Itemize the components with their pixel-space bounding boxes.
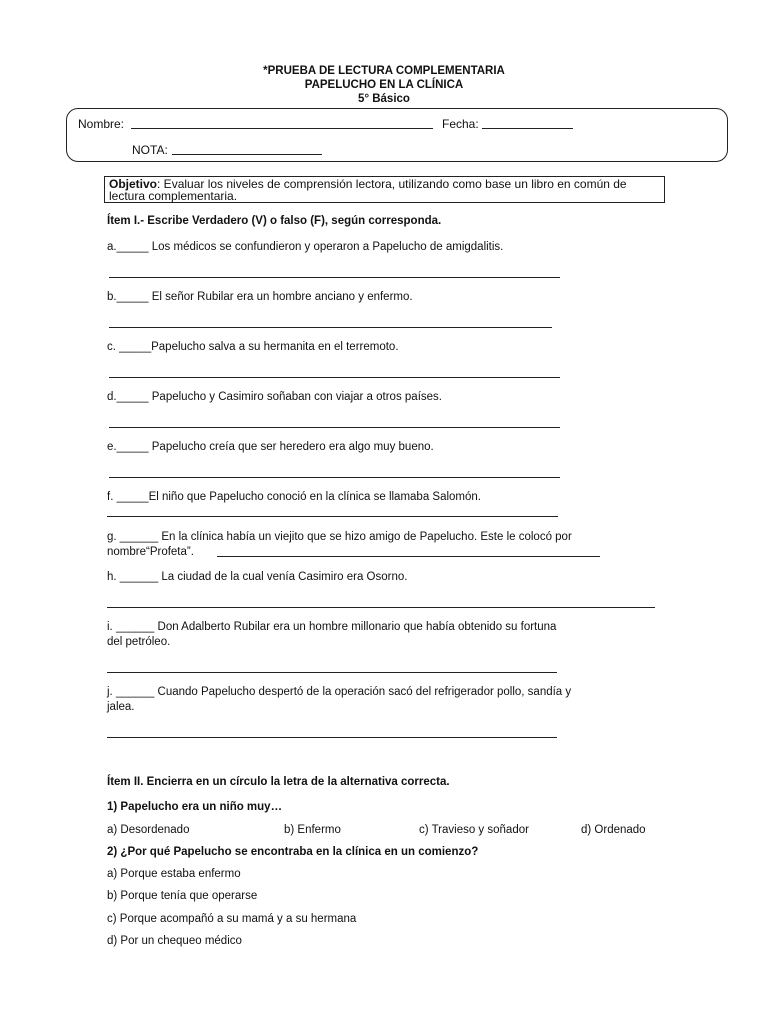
question-g: g. ______ En la clínica había un viejito que se hizo amigo de Papelucho. Este le colocó por xyxy=(107,531,572,543)
question-b: b._____ El señor Rubilar era un hombre anciano y enfermo. xyxy=(107,291,413,303)
question-e: e._____ Papelucho creía que ser heredero era algo muy bueno. xyxy=(107,441,434,453)
question-i-cont: del petróleo. xyxy=(107,636,171,648)
name-field[interactable] xyxy=(131,128,433,129)
question-c: c. _____Papelucho salva a su hermanita en el terremoto. xyxy=(107,341,399,353)
answer-line-c[interactable] xyxy=(109,377,560,378)
answer-line-h[interactable] xyxy=(107,607,655,608)
question-g-cont: nombre“Profeta”. xyxy=(107,546,194,558)
grade-field[interactable] xyxy=(172,154,322,155)
answer-line-i[interactable] xyxy=(107,672,557,673)
date-label: Fecha: xyxy=(442,117,479,131)
question-d: d._____ Papelucho y Casimiro soñaban con viajar a otros países. xyxy=(107,391,442,403)
objective-label: Objetivo xyxy=(109,177,158,191)
mc1-option-c[interactable]: c) Travieso y soñador xyxy=(419,824,529,836)
question-j-cont: jalea. xyxy=(107,701,135,713)
objective-box xyxy=(104,176,665,203)
objective-text: : Evaluar los niveles de comprensión lectora, utilizando como base un libro en común de lectura complementaria. xyxy=(109,177,627,203)
mc-question-2: 2) ¿Por qué Papelucho se encontraba en la clínica en un comienzo? xyxy=(107,846,479,858)
mc1-option-b[interactable]: b) Enfermo xyxy=(284,824,341,836)
mc1-option-d[interactable]: d) Ordenado xyxy=(581,824,646,836)
grade-level: 5° Básico xyxy=(358,93,410,105)
answer-line-d[interactable] xyxy=(109,427,560,428)
answer-line-f[interactable] xyxy=(107,516,558,517)
test-title: *PRUEBA DE LECTURA COMPLEMENTARIA xyxy=(263,65,505,77)
question-h: h. ______ La ciudad de la cual venía Casimiro era Osorno. xyxy=(107,571,408,583)
answer-line-b[interactable] xyxy=(109,327,552,328)
name-label: Nombre: xyxy=(78,117,125,131)
question-a: a._____ Los médicos se confundieron y operaron a Papelucho de amigdalitis. xyxy=(107,241,504,253)
question-j: j. ______ Cuando Papelucho despertó de la operación sacó del refrigerador pollo, sandía y xyxy=(107,686,572,698)
book-title: PAPELUCHO EN LA CLÍNICA xyxy=(304,79,464,91)
mc2-option-c[interactable]: c) Porque acompañó a su mamá y a su hermana xyxy=(107,913,357,925)
answer-line-a[interactable] xyxy=(109,277,560,278)
answer-line-e[interactable] xyxy=(109,477,560,478)
mc1-option-a[interactable]: a) Desordenado xyxy=(107,824,190,836)
mc2-option-b[interactable]: b) Porque tenía que operarse xyxy=(107,890,258,902)
item1-title: Ítem I.- Escribe Verdadero (V) o falso (F), según corresponda. xyxy=(107,215,442,227)
mc2-option-a[interactable]: a) Porque estaba enfermo xyxy=(107,868,241,880)
mc-question-1: 1) Papelucho era un niño muy… xyxy=(107,801,283,813)
item2-title: Ítem II. Encierra en un círculo la letra de la alternativa correcta. xyxy=(107,776,450,788)
mc2-option-d[interactable]: d) Por un chequeo médico xyxy=(107,935,242,947)
answer-line-j[interactable] xyxy=(107,737,557,738)
answer-line-g[interactable] xyxy=(217,556,600,557)
grade-label: NOTA: xyxy=(132,143,168,157)
question-i: i. ______ Don Adalberto Rubilar era un hombre millonario que había obtenido su fortuna xyxy=(107,621,557,633)
date-field[interactable] xyxy=(482,128,573,129)
question-f: f. _____El niño que Papelucho conoció en la clínica se llamaba Salomón. xyxy=(107,491,481,503)
